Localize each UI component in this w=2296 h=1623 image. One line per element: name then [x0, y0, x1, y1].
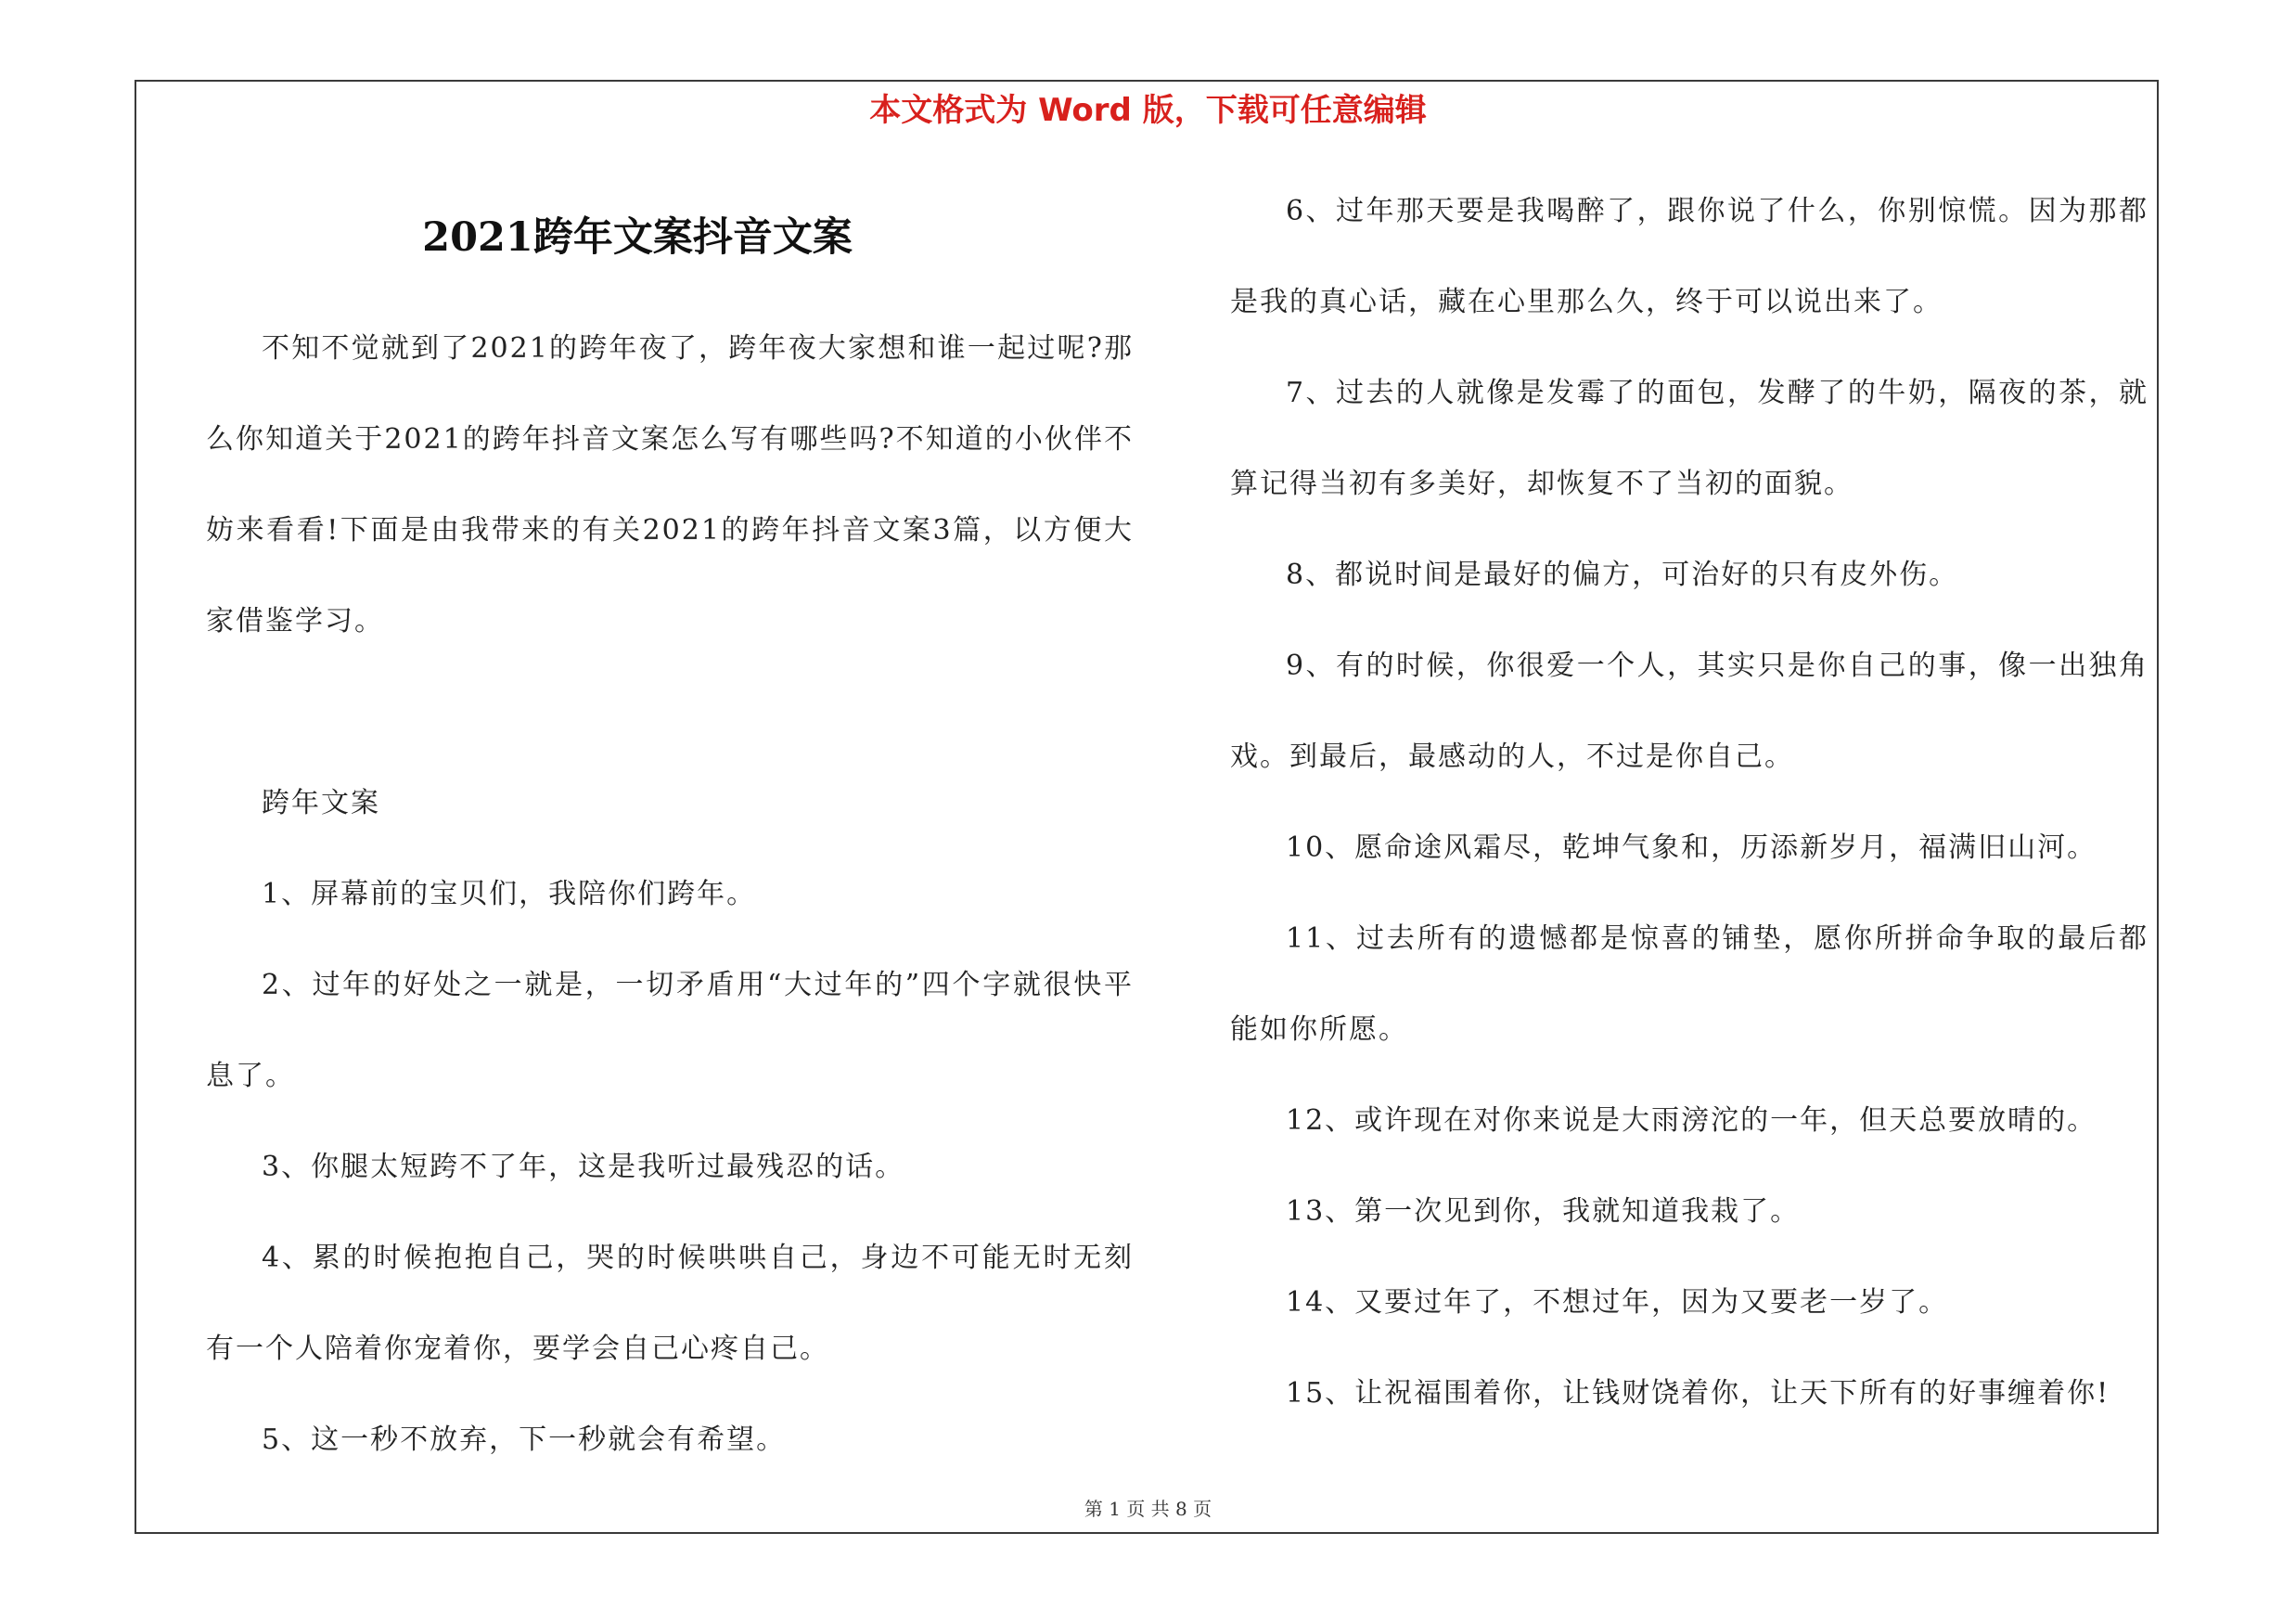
spacer [206, 667, 1134, 758]
list-item: 11、过去所有的遗憾都是惊喜的铺垫，愿你所拼命争取的最后都能如你所愿。 [1230, 922, 2148, 1046]
list-item: 9、有的时候，你很爱一个人，其实只是你自己的事，像一出独角戏。到最后，最感动的人，不过是你自己。 [1230, 650, 2148, 773]
list-item: 5、这一秒不放弃，下一秒就会有希望。 [262, 1423, 787, 1456]
right-column [1230, 166, 2148, 1439]
list-item: 15、让祝福围着你，让钱财饶着你，让天下所有的好事缠着你! [1286, 1377, 2110, 1410]
list-item: 7、过去的人就像是发霉了的面包，发酵了的牛奶，隔夜的茶，就算记得当初有多美好，却恢复不了当初的面貌。 [1230, 377, 2148, 500]
list-item: 12、或许现在对你来说是大雨滂沱的一年，但天总要放晴的。 [1286, 1104, 2097, 1137]
left-column [206, 303, 1134, 1486]
list-item: 1、屏幕前的宝贝们，我陪你们跨年。 [262, 878, 757, 910]
document-title: 2021跨年文案抖音文案 [422, 214, 853, 261]
format-banner: 本文格式为 Word 版，下载可任意编辑 [869, 92, 1427, 129]
list-item: 4、累的时候抱抱自己，哭的时候哄哄自己，身边不可能无时无刻有一个人陪着你宠着你，要学会自己心疼自己。 [206, 1242, 1134, 1365]
list-item: 10、愿命途风霜尽，乾坤气象和，历添新岁月，福满旧山河。 [1286, 831, 2097, 864]
list-item: 6、过年那天要是我喝醉了，跟你说了什么，你别惊慌。因为那都是我的真心话，藏在心里那么久，终于可以说出来了。 [1230, 195, 2148, 318]
list-item: 2、过年的好处之一就是，一切矛盾用“大过年的”四个字就很快平息了。 [206, 969, 1134, 1092]
page-number-footer: 第 1 页 共 8 页 [1084, 1498, 1212, 1520]
section-heading: 跨年文案 [262, 787, 380, 819]
list-item: 13、第一次见到你，我就知道我栽了。 [1286, 1195, 1801, 1228]
intro-paragraph: 不知不觉就到了2021的跨年夜了，跨年夜大家想和谁一起过呢?那么你知道关于2021的跨年抖音文案怎么写有哪些吗?不知道的小伙伴不妨来看看!下面是由我带来的有关2021的跨年抖音文案3篇，以方便大家借鉴学习。 [206, 332, 1134, 638]
list-item: 3、你腿太短跨不了年，这是我听过最残忍的话。 [262, 1151, 905, 1183]
list-item: 14、又要过年了，不想过年，因为又要老一岁了。 [1286, 1286, 1949, 1319]
list-item: 8、都说时间是最好的偏方，可治好的只有皮外伤。 [1286, 559, 1959, 591]
